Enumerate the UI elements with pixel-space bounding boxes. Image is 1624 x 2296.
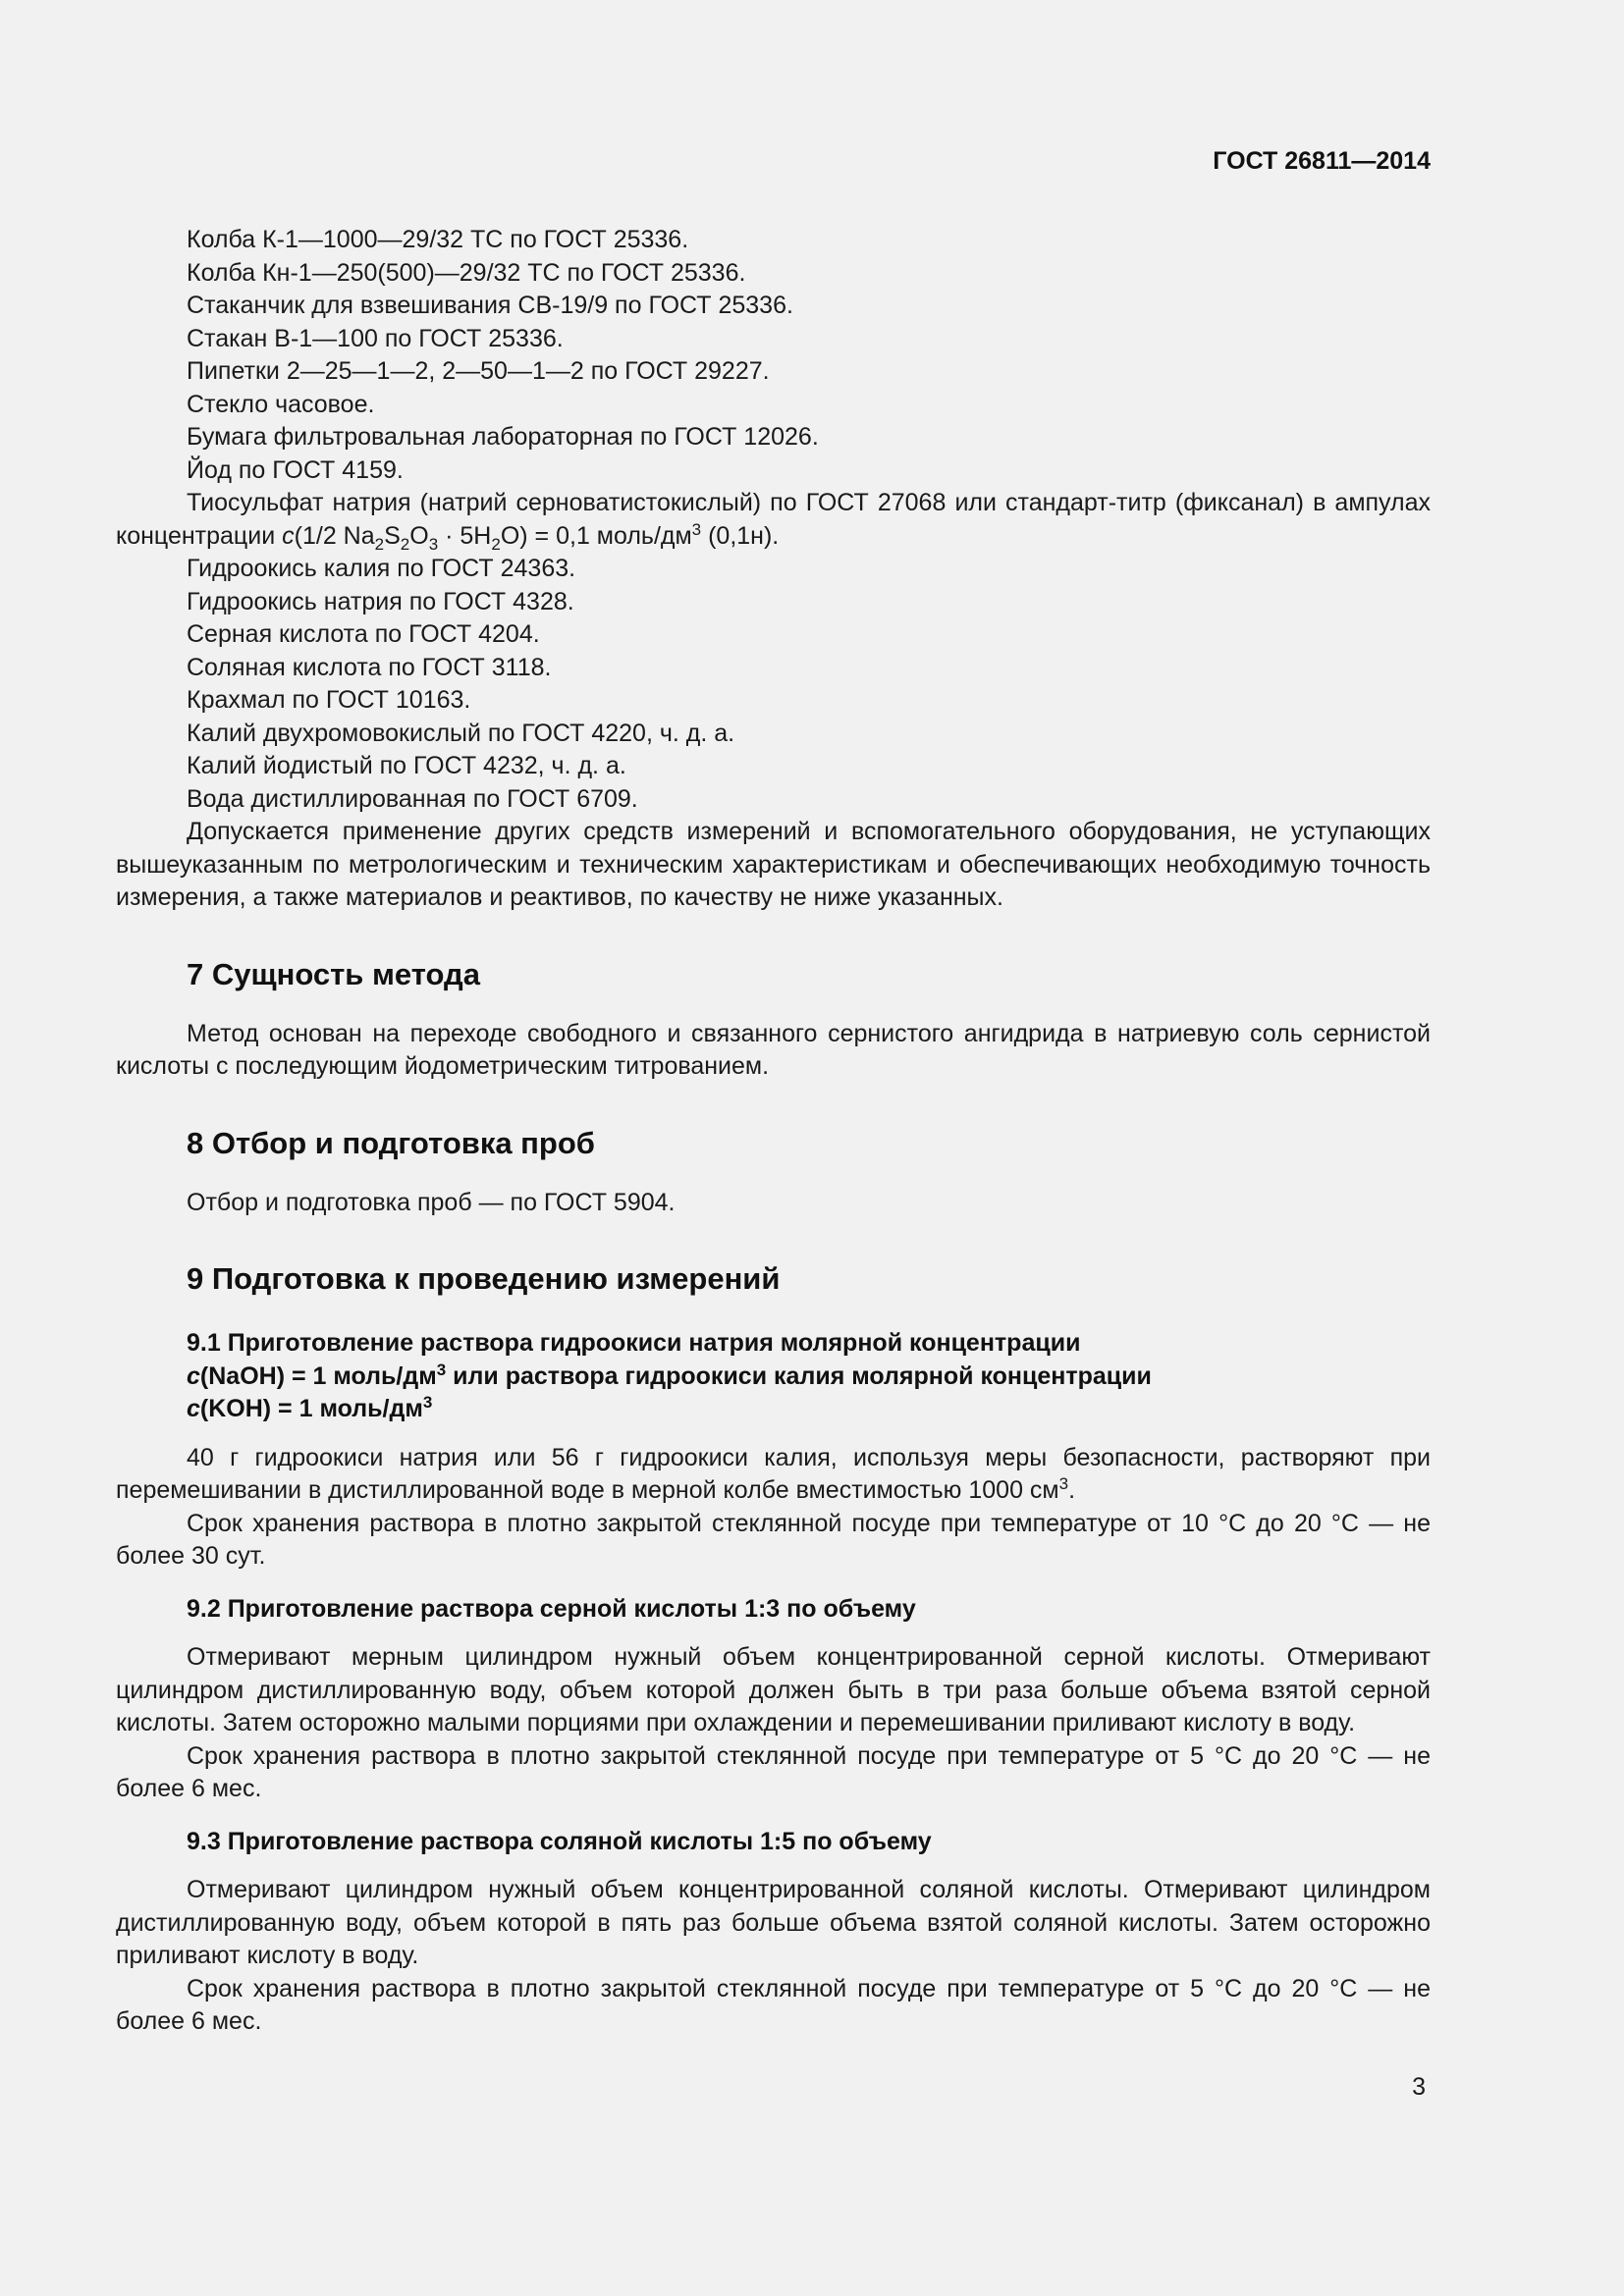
subscript: 2 — [491, 534, 501, 554]
superscript: 3 — [436, 1360, 447, 1379]
allowance-paragraph: Допускается применение других средств измерений и вспомогательного оборудования, не уступающих вышеуказанным по метрологическим и техническим характеристикам и обеспечивающих необходимую точность измерения, а также материалов и реактивов, по качеству не ниже указанных. — [116, 818, 1431, 911]
subscript: 2 — [400, 534, 410, 554]
document-code-header: ГОСТ 26811—2014 — [1213, 147, 1431, 175]
list-item: Пипетки 2—25—1—2, 2—50—1—2 по ГОСТ 29227. — [187, 357, 770, 385]
list-item: Бумага фильтровальная лабораторная по ГОСТ 12026. — [187, 423, 819, 451]
subsection-9-2-storage: Срок хранения раствора в плотно закрытой стеклянной посуде при температуре от 5 °С до 20 °С — не более 6 мес. — [116, 1741, 1431, 1802]
formula-part: (1/2 Na — [294, 521, 375, 550]
superscript: 3 — [691, 519, 702, 539]
subsection-title-line: (NaOH) = 1 моль/дм — [199, 1362, 437, 1390]
equipment-list — [116, 224, 1431, 487]
page-number: 3 — [1412, 2073, 1426, 2101]
list-item: Стекло часовое. — [187, 390, 375, 418]
paragraph-text: . — [1068, 1476, 1076, 1504]
concentration-symbol: c — [282, 521, 295, 550]
list-item: Стакан В-1—100 по ГОСТ 25336. — [187, 324, 564, 352]
thiosulfate-text: Тиосульфат натрия (натрий серноватистокислый) по ГОСТ 27068 или стандарт-титр (фиксанал) в ампулах концентрации — [116, 489, 1431, 550]
list-item: Калий йодистый по ГОСТ 4232, ч. д. а. — [187, 752, 626, 779]
list-item: Крахмал по ГОСТ 10163. — [187, 686, 471, 714]
subsection-9-1-title — [116, 1327, 1431, 1426]
superscript: 3 — [422, 1393, 433, 1412]
list-item: Гидроокись натрия по ГОСТ 4328. — [187, 587, 574, 615]
subscript: 3 — [428, 534, 439, 554]
subsection-title-line: 9.1 Приготовление раствора гидроокиси натрия молярной концентрации — [187, 1329, 1081, 1357]
formula-part: (0,1н). — [701, 521, 780, 550]
list-item: Серная кислота по ГОСТ 4204. — [187, 620, 540, 648]
section-9-title: 9 Подготовка к проведению измерений — [187, 1261, 781, 1296]
list-item: Гидроокись калия по ГОСТ 24363. — [187, 555, 576, 582]
subsection-9-1-storage: Срок хранения раствора в плотно закрытой стеклянной посуде при температуре от 10 °С до 20 °С — не более 30 сут. — [116, 1509, 1431, 1570]
section-8-text: Отбор и подготовка проб — по ГОСТ 5904. — [187, 1188, 676, 1216]
thiosulfate-paragraph — [116, 487, 1431, 553]
concentration-symbol: c — [187, 1395, 200, 1422]
formula-part: O — [409, 521, 429, 550]
subsection-9-3-storage: Срок хранения раствора в плотно закрытой стеклянной посуде при температуре от 5 °С до 20 °С — не более 6 мес. — [116, 1974, 1431, 2035]
list-item: Йод по ГОСТ 4159. — [187, 455, 404, 484]
subsection-9-3-paragraph: Отмеривают цилиндром нужный объем концентрированной соляной кислоты. Отмеривают цилиндром дистиллированную воду, объем которой в пять раз больше объема взятой соляной кислоты. Затем осторожно приливают кислоту в воду. — [116, 1876, 1431, 1969]
list-item: Стаканчик для взвешивания СВ-19/9 по ГОСТ 25336. — [187, 292, 793, 319]
formula-part: · 5H — [438, 521, 492, 550]
list-item: Вода дистиллированная по ГОСТ 6709. — [187, 784, 638, 813]
subsection-title-line: (KOH) = 1 моль/дм — [199, 1395, 423, 1422]
paragraph-text: 40 г гидроокиси натрия или 56 г гидроокиси калия, используя меры безопасности, растворяют при перемешивании в дистиллированной воде в мерной колбе вместимостью 1000 см — [116, 1443, 1431, 1504]
subsection-9-2-title: 9.2 Приготовление раствора серной кислоты 1:3 по объему — [187, 1594, 916, 1623]
formula-part: S — [384, 521, 401, 550]
concentration-symbol: c — [187, 1362, 200, 1390]
list-item: Соляная кислота по ГОСТ 3118. — [187, 653, 552, 681]
subsection-9-2-paragraph: Отмеривают мерным цилиндром нужный объем концентрированной серной кислоты. Отмеривают цилиндром дистиллированную воду, объем которой должен быть в три раза больше объема взятой серной кислоты. Затем осторожно малыми порциями при охлаждении и перемешивании приливают кислоту в воду. — [116, 1643, 1431, 1736]
formula-part: O) = 0,1 моль/дм — [500, 521, 692, 550]
subsection-9-1-paragraph — [116, 1442, 1431, 1508]
page-content — [116, 224, 1431, 2039]
section-8-title: 8 Отбор и подготовка проб — [187, 1125, 595, 1160]
list-item: Колба К-1—1000—29/32 ТС по ГОСТ 25336. — [187, 226, 689, 253]
subsection-title-line: или раствора гидроокиси калия молярной концентрации — [446, 1362, 1152, 1390]
superscript: 3 — [1058, 1474, 1069, 1493]
list-item: Колба Кн-1—250(500)—29/32 ТС по ГОСТ 25336. — [187, 258, 746, 287]
subsection-9-3-title: 9.3 Приготовление раствора соляной кислоты 1:5 по объему — [187, 1827, 932, 1855]
section-7-title: 7 Сущность метода — [187, 956, 480, 991]
list-item: Калий двухромовокислый по ГОСТ 4220, ч. д. а. — [187, 719, 735, 747]
subscript: 2 — [374, 534, 385, 554]
reagents-list — [116, 553, 1431, 816]
section-7-text: Метод основан на переходе свободного и связанного сернистого ангидрида в натриевую соль сернистой кислоты с последующим йодометрическим титрованием. — [116, 1019, 1431, 1080]
